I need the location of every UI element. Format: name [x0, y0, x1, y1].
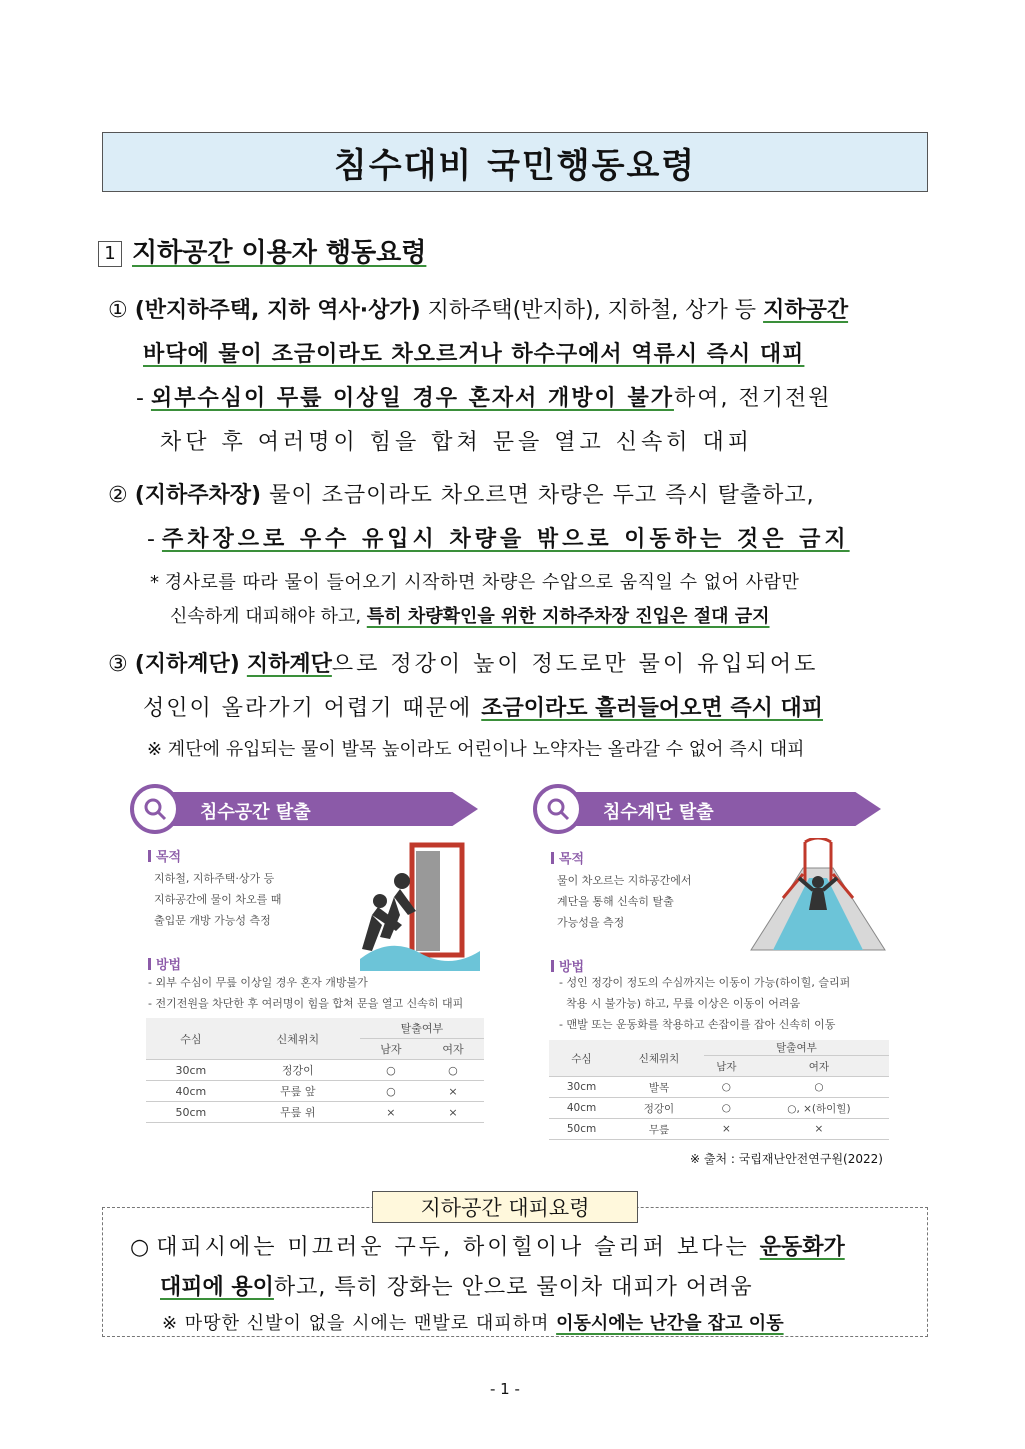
- table-row: [549, 1119, 889, 1140]
- table-header: 수심: [549, 1040, 614, 1077]
- item1-text: 지하주택(반지하), 지하철, 상가 등: [420, 298, 764, 323]
- panel1-method: [148, 972, 463, 1014]
- panel2-method: [559, 972, 850, 1035]
- item1-sub-dash: -: [136, 386, 144, 411]
- panel2-purpose-line: 가능성을 측정: [557, 916, 625, 929]
- panel1-method-label: 방법: [148, 954, 181, 973]
- item1-line2-emph: 바닥에 물이 조금이라도 차오르거나 하수구에서 역류시 즉시 대피: [143, 342, 805, 367]
- table-cell: 무릎 앞: [236, 1081, 360, 1102]
- evacuation-note-emph: 이동시에는 난간을 잡고 이동: [556, 1313, 784, 1334]
- table-header: 남자: [704, 1056, 749, 1077]
- table-header: 탈출여부: [360, 1018, 484, 1039]
- item1-line1: [108, 293, 848, 324]
- section-heading-text: 지하공간 이용자 행동요령: [132, 238, 427, 268]
- table-header: 신체위치: [236, 1018, 360, 1060]
- evacuation-line2-emph: 대피에 용이: [160, 1275, 274, 1300]
- item2-tag: (지하주차장): [134, 483, 262, 508]
- item2-line1: [108, 478, 815, 509]
- panel-space-escape: [130, 786, 500, 1136]
- item3-line1: [108, 647, 818, 678]
- item3-line2-text: 성인이 올라가기 어렵기 때문에: [143, 696, 482, 721]
- table-header: 신체위치: [614, 1040, 704, 1077]
- door-push-illustration: [350, 841, 480, 971]
- panel1-title: 침수공간 탈출: [200, 802, 311, 823]
- panel2-method-line: 착용 시 불가능) 하고, 무릎 이상은 이동이 어려움: [559, 997, 801, 1010]
- panel1-purpose-line: 출입문 개방 가능성 측정: [154, 914, 271, 927]
- panel1-banner: [130, 786, 500, 832]
- table-cell: ○: [704, 1077, 749, 1098]
- table-cell: 무릎 위: [236, 1102, 360, 1123]
- evacuation-line1: [130, 1230, 845, 1261]
- page-number: - 1 -: [490, 1380, 520, 1398]
- item2-note-text: 경사로를 따라 물이 들어오기 시작하면 차량은 수압으로 움직일 수 없어 사람만: [164, 572, 800, 593]
- table-cell: ○: [422, 1060, 484, 1081]
- item3-line2: [143, 691, 823, 722]
- table-header: 남자: [360, 1039, 422, 1060]
- table-header: 여자: [422, 1039, 484, 1060]
- item1-line2: [143, 337, 804, 368]
- item2-note-mark: *: [150, 572, 159, 593]
- panel2-banner: [533, 786, 903, 832]
- panel2-method-line: - 맨발 또는 운동화를 착용하고 손잡이를 잡아 신속히 이동: [559, 1018, 836, 1031]
- evacuation-line2: [160, 1270, 753, 1301]
- item2-sub: [147, 522, 850, 553]
- table-header: 여자: [749, 1056, 889, 1077]
- item1-sub: [136, 381, 831, 412]
- table-cell: ○: [704, 1098, 749, 1119]
- table-cell: ×: [422, 1081, 484, 1102]
- panel1-method-line: - 전기전원을 차단한 후 여러명이 힘을 합쳐 문을 열고 신속히 대피: [148, 997, 464, 1010]
- table-cell: 50cm: [549, 1119, 614, 1140]
- item1-sub-emph: 외부수심이 무릎 이상일 경우 혼자서 개방이 불가: [150, 386, 674, 411]
- evacuation-line1-emph: 운동화가: [759, 1235, 845, 1260]
- evacuation-bullet: ○: [130, 1235, 150, 1260]
- panel1-purpose-label: 목적: [148, 846, 181, 865]
- panel2-purpose-label: 목적: [551, 848, 584, 867]
- item3-text: 으로 정강이 높이 정도로만 물이 유입되어도: [331, 652, 819, 677]
- table-cell: 40cm: [146, 1081, 236, 1102]
- table-cell: 발목: [614, 1077, 704, 1098]
- table-cell: ×: [422, 1102, 484, 1123]
- magnifier-icon: [533, 784, 583, 834]
- panel2-purpose-line: 물이 차오르는 지하공간에서: [557, 874, 692, 887]
- item1-sub-line2: 차단 후 여러명이 힘을 합쳐 문을 열고 신속히 대피: [160, 430, 753, 455]
- table-cell: 정강이: [236, 1060, 360, 1081]
- item2-marker: ②: [108, 483, 128, 508]
- panel2-purpose-line: 계단을 통해 신속히 탈출: [557, 895, 674, 908]
- item2-note-line2-emph: 특히 차량확인을 위한 지하주차장 진입은 절대 금지: [366, 606, 770, 627]
- table-cell: 40cm: [549, 1098, 614, 1119]
- item2-note-line2: [170, 602, 770, 628]
- magnifier-icon: [130, 784, 180, 834]
- evacuation-title: 지하공간 대피요령: [372, 1191, 638, 1223]
- table-cell: 무릎: [614, 1119, 704, 1140]
- page-title-box: [102, 132, 928, 192]
- table-cell: 50cm: [146, 1102, 236, 1123]
- panel1-purpose-line: 지하공간에 물이 차오를 때: [154, 893, 282, 906]
- table-cell: 정강이: [614, 1098, 704, 1119]
- panel1-purpose: [154, 868, 281, 931]
- table-row: [146, 1102, 484, 1123]
- table-row: [146, 1081, 484, 1102]
- item3-note: ※ 계단에 유입되는 물이 발목 높이라도 어린이나 노약자는 올라갈 수 없어 즉시 대피: [147, 739, 805, 760]
- page-title: 침수대비 국민행동요령: [333, 145, 697, 186]
- table-cell: ×: [749, 1119, 889, 1140]
- table-cell: ×: [360, 1102, 422, 1123]
- panel1-purpose-line: 지하철, 지하주택·상가 등: [154, 872, 275, 885]
- item3-tag: (지하계단): [134, 652, 240, 677]
- section-number: 1: [98, 241, 122, 267]
- table-cell: ×: [704, 1119, 749, 1140]
- table-row: [549, 1077, 889, 1098]
- item1-marker: ①: [108, 298, 128, 323]
- panel1-table: [146, 1018, 484, 1123]
- item3-line2-emph: 조금이라도 흘러들어오면 즉시 대피: [481, 696, 824, 721]
- item1-sub-text: 하여, 전기전원: [673, 386, 832, 411]
- evacuation-note: [162, 1309, 784, 1335]
- table-cell: 30cm: [549, 1077, 614, 1098]
- table-cell: ○: [749, 1077, 889, 1098]
- panel-stairs-escape: [533, 786, 903, 1136]
- table-cell: ○: [360, 1081, 422, 1102]
- table-cell: ○, ×(하이힐): [749, 1098, 889, 1119]
- evacuation-line1-text: 대피시에는 미끄러운 구두, 하이힐이나 슬리퍼 보다는: [156, 1235, 760, 1260]
- panel2-title: 침수계단 탈출: [603, 802, 714, 823]
- panel2-table: [549, 1040, 889, 1140]
- source-note: ※ 출처 : 국립재난안전연구원(2022): [690, 1152, 883, 1166]
- evacuation-note-text: ※ 마땅한 신발이 없을 시에는 맨발로 대피하며: [162, 1313, 557, 1334]
- table-row: [549, 1098, 889, 1119]
- item2-note-line2-text: 신속하게 대피해야 하고,: [170, 606, 367, 627]
- item2-text: 물이 조금이라도 차오르면 차량은 두고 즉시 탈출하고,: [261, 483, 815, 508]
- table-cell: 30cm: [146, 1060, 236, 1081]
- table-cell: ○: [360, 1060, 422, 1081]
- panel1-method-line: - 외부 수심이 무릎 이상일 경우 혼자 개방불가: [148, 976, 368, 989]
- evacuation-line2-text: 하고, 특히 장화는 안으로 물이차 대피가 어려움: [273, 1275, 753, 1300]
- item2-note-line1: [150, 568, 799, 594]
- stairs-illustration: [743, 838, 893, 968]
- table-header: 탈출여부: [704, 1040, 889, 1056]
- table-header: 수심: [146, 1018, 236, 1060]
- panel2-method-label: 방법: [551, 956, 584, 975]
- item2-sub-dash: -: [147, 527, 155, 552]
- panel2-method-line: - 성인 정강이 정도의 수심까지는 이동이 가능(하이힐, 슬리퍼: [559, 976, 851, 989]
- item3-marker: ③: [108, 652, 128, 677]
- item1-emph: 지하공간: [763, 298, 849, 323]
- item2-sub-emph: 주차장으로 우수 유입시 차량을 밖으로 이동하는 것은 금지: [161, 527, 850, 552]
- item3-emph: 지하계단: [246, 652, 332, 677]
- table-row: [146, 1060, 484, 1081]
- section-heading: [98, 232, 426, 269]
- item1-tag: (반지하주택, 지하 역사·상가): [134, 298, 421, 323]
- panel2-purpose: [557, 870, 692, 933]
